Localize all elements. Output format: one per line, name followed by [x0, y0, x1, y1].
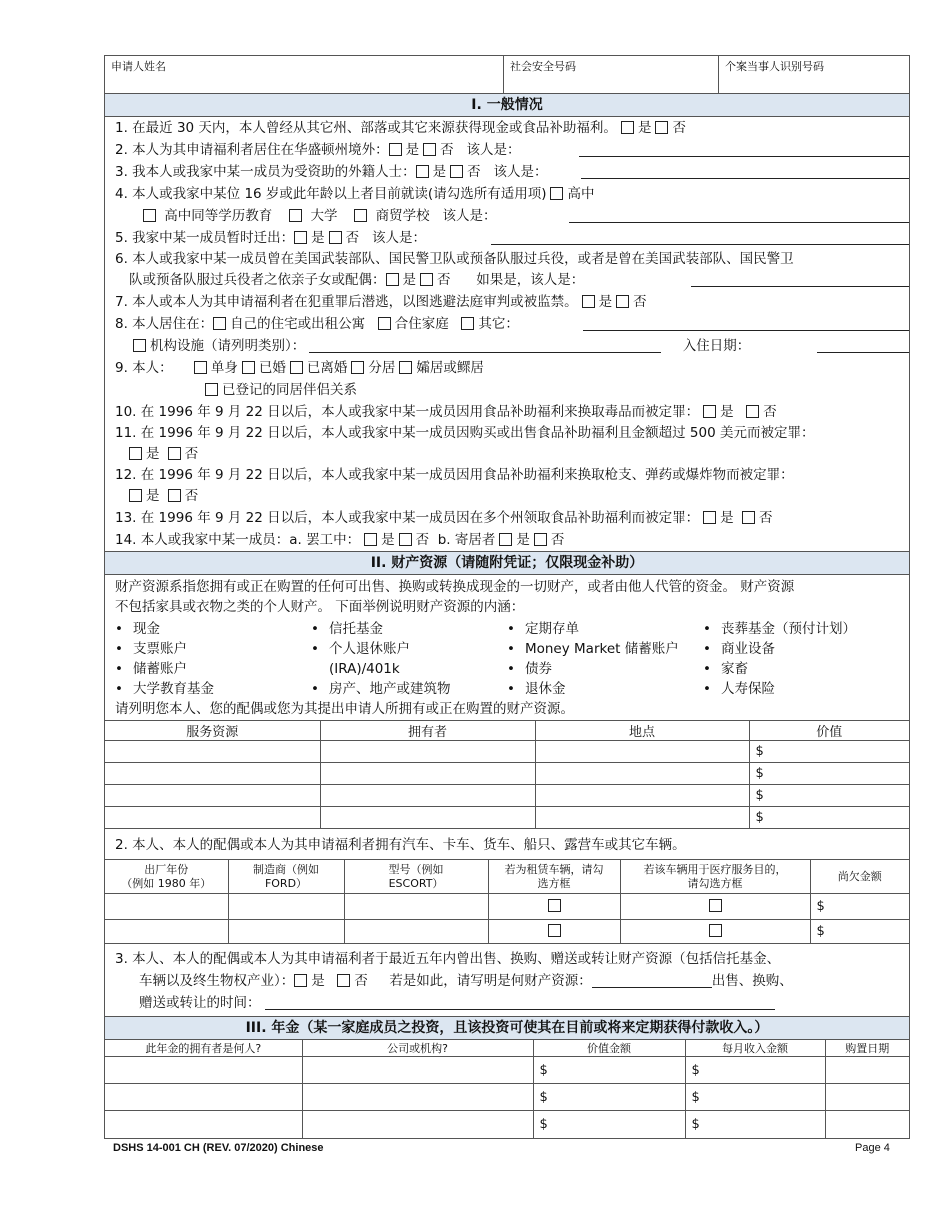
monthly-input[interactable] — [685, 1057, 825, 1084]
q4-trade-checkbox[interactable] — [354, 209, 367, 222]
entry-date-input[interactable] — [817, 351, 909, 353]
value-input[interactable] — [749, 785, 909, 807]
q4-options — [105, 205, 909, 227]
yes-label: 是 — [720, 404, 734, 420]
separated-label: 分居 — [368, 360, 396, 376]
q3-no-checkbox[interactable] — [450, 165, 463, 178]
q14-text: 14. 本人或我家中某一成员： — [115, 532, 290, 548]
table-row — [105, 920, 909, 944]
transfer-yes-checkbox[interactable] — [294, 974, 307, 987]
cell-input[interactable] — [535, 741, 749, 763]
q13 — [105, 507, 909, 529]
q2-yes-checkbox[interactable] — [389, 143, 402, 156]
q6-text: 6. 本人或我家中某一成员曾在美国武装部队、国民警卫队或预备队服过兵役，或者是曾在美国武装部队、国民警卫 — [115, 251, 794, 267]
examples-col-1 — [115, 619, 311, 699]
q1-text: 1. 在最近 30 天内，本人曾经从其它州、部落或其它来源获得现金或食品补助福利。 — [115, 120, 617, 136]
example-item: • 现金 — [115, 619, 311, 639]
value-input[interactable] — [749, 763, 909, 785]
q5-who-input[interactable] — [491, 243, 909, 245]
col-header: 地点 — [535, 721, 749, 741]
q3 — [105, 161, 909, 183]
lease-cell — [488, 920, 620, 944]
q13-no-checkbox[interactable] — [742, 511, 755, 524]
q3-text: 3. 我本人或我家中某一成员为受资助的外籍人士： — [115, 164, 416, 180]
table-header — [105, 1040, 909, 1057]
q9-widowed-checkbox[interactable] — [399, 361, 412, 374]
q12-cont — [105, 486, 909, 507]
q8-facility — [105, 335, 909, 357]
example-item: • 定期存单 — [507, 619, 703, 639]
medical-cell — [620, 894, 810, 920]
q4-who-input[interactable] — [569, 221, 909, 223]
q8-facility-checkbox[interactable] — [133, 339, 146, 352]
example-item: • 债券 — [507, 659, 703, 679]
q10-no-checkbox[interactable] — [746, 405, 759, 418]
example-item: • 家畜 — [703, 659, 899, 679]
q11-text: 11. 在 1996 年 9 月 22 日以后，本人或我家中某一成员因购买或出售食品补助福利且金额超过 500 美元而被定罪： — [115, 425, 815, 441]
q12 — [105, 465, 909, 486]
q12-no-checkbox[interactable] — [168, 489, 181, 502]
ifso-label: 若是如此，请写明是何财产资源： — [389, 973, 592, 989]
cell-input[interactable] — [105, 1084, 302, 1111]
col-header — [344, 860, 488, 894]
table-row — [105, 1084, 909, 1111]
header-text: 若为租赁车辆，请勾 — [504, 862, 604, 876]
cell-input[interactable] — [320, 807, 535, 829]
dollar-sign: $ — [816, 924, 825, 939]
col-header: 拥有者 — [320, 721, 535, 741]
header-text: 请勾选方框 — [687, 876, 743, 890]
table-header — [105, 721, 909, 741]
who-label: 该人是： — [493, 164, 548, 180]
q8 — [105, 313, 909, 335]
yes-label: 是 — [381, 532, 395, 548]
list-prompt: 请列明您本人、您的配偶或您为其提出申请人所拥有或正在购置的财产资源。 — [115, 701, 574, 717]
header-text: 制造商（例如 — [253, 862, 319, 876]
divorced-label: 已离婚 — [306, 360, 348, 376]
ssn-label: 社会安全号码 — [510, 60, 576, 73]
boarder-label: b. 寄居者 — [437, 532, 496, 548]
q11-no-checkbox[interactable] — [168, 447, 181, 460]
q13-text: 13. 在 1996 年 9 月 22 日以后，本人或我家中某一成员因在多个州领取食品补助福利而被定罪： — [115, 510, 700, 526]
example-item: • 支票账户 — [115, 639, 311, 659]
highschool-label: 高中 — [567, 186, 595, 202]
example-item: • 信托基金 — [311, 619, 507, 639]
cell-input[interactable] — [105, 1057, 302, 1084]
cell-input[interactable] — [344, 894, 488, 920]
no-label: 否 — [763, 404, 777, 420]
q2-no-checkbox[interactable] — [423, 143, 436, 156]
cell-input[interactable] — [302, 1111, 533, 1138]
q14 — [105, 529, 909, 551]
q13-yes-checkbox[interactable] — [703, 511, 716, 524]
cell-input[interactable] — [320, 763, 535, 785]
value-input[interactable] — [533, 1084, 685, 1111]
q2 — [105, 139, 909, 161]
date-input[interactable] — [825, 1057, 909, 1084]
table-header — [105, 860, 909, 894]
medical-checkbox[interactable] — [709, 899, 722, 912]
cell-input[interactable] — [105, 894, 228, 920]
q8-shared-checkbox[interactable] — [378, 317, 391, 330]
value-input[interactable] — [533, 1111, 685, 1138]
owed-input[interactable] — [810, 920, 909, 944]
date-input[interactable] — [825, 1084, 909, 1111]
example-item: • Money Market 储蓄账户 — [507, 639, 703, 659]
cell-input[interactable] — [105, 920, 228, 944]
single-label: 单身 — [210, 360, 238, 376]
cell-input[interactable] — [535, 785, 749, 807]
yes-label: 是 — [146, 446, 160, 462]
no-label: 否 — [345, 230, 360, 246]
example-item: • 大学教育基金 — [115, 679, 311, 699]
section-2-title: II. 财产资源（请随附凭证；仅限现金补助） — [105, 551, 909, 575]
q7 — [105, 291, 909, 313]
examples-col-3 — [507, 619, 703, 699]
q9 — [105, 357, 909, 379]
other-label: 其它： — [478, 316, 519, 332]
q6-text-2: 队或预备队服过兵役者之依亲子女或配偶： — [129, 272, 386, 288]
transfer-no-checkbox[interactable] — [337, 974, 350, 987]
transfer-time-input[interactable] — [265, 995, 775, 1010]
q11-yes-checkbox[interactable] — [129, 447, 142, 460]
transfer-line-1: 3. 本人、本人的配偶或本人为其申请福利者于最近五年内曾出售、换购、赠送或转让财产资源（包括信托基金、 — [115, 951, 781, 967]
q8-other-checkbox[interactable] — [461, 317, 474, 330]
q14b-yes-checkbox[interactable] — [499, 533, 512, 546]
q4-text: 4. 本人或我家中某位 16 岁或此年龄以上者目前就读(请勾选所有适用项) — [115, 186, 547, 202]
q4-highschool-checkbox[interactable] — [550, 187, 563, 200]
cell-input[interactable] — [535, 763, 749, 785]
example-item-cont: (IRA)/401k — [329, 661, 400, 677]
transfer-question — [105, 944, 909, 1016]
yes-label: 是 — [516, 532, 530, 548]
intro-line-2: 不包括家具或衣物之类的个人财产。 下面举例说明财产资源的内涵： — [115, 599, 525, 615]
yes-label: 是 — [720, 510, 734, 526]
medical-cell — [620, 920, 810, 944]
q10-yes-checkbox[interactable] — [703, 405, 716, 418]
header-text: 出厂年份 — [144, 862, 189, 876]
col-header: 价值金额 — [533, 1040, 685, 1057]
header-text: （例如 1980 年） — [121, 876, 212, 890]
trade-label: 商贸学校 — [375, 208, 430, 224]
annuity-table — [105, 1040, 909, 1138]
q6-yes-checkbox[interactable] — [386, 273, 399, 286]
ifyes-label: 如果是，该人是： — [476, 272, 585, 288]
cell-input[interactable] — [320, 785, 535, 807]
q11-cont — [105, 444, 909, 465]
col-header — [488, 860, 620, 894]
col-header: 价值 — [749, 721, 909, 741]
yes-label: 是 — [402, 272, 416, 288]
q1 — [105, 117, 909, 139]
header-text: 选方框 — [537, 876, 571, 890]
table-row — [105, 807, 909, 829]
q10-text: 10. 在 1996 年 9 月 22 日以后，本人或我家中某一成员因用食品补助福利来换取毒品而被定罪： — [115, 404, 700, 420]
facility-label: 机构设施（请列明类别）： — [150, 338, 306, 354]
no-label: 否 — [440, 142, 454, 158]
resource-type-input[interactable] — [592, 973, 712, 988]
no-label: 否 — [633, 294, 647, 310]
dollar-sign: $ — [539, 1089, 548, 1105]
col-header — [620, 860, 810, 894]
example-item: • 个人退休账户 — [311, 639, 507, 659]
medical-checkbox[interactable] — [709, 924, 722, 937]
cell-input[interactable] — [302, 1057, 533, 1084]
q14a-yes-checkbox[interactable] — [364, 533, 377, 546]
q9-married-checkbox[interactable] — [242, 361, 255, 374]
cell-input[interactable] — [535, 807, 749, 829]
monthly-input[interactable] — [685, 1111, 825, 1138]
q9-separated-checkbox[interactable] — [351, 361, 364, 374]
no-label: 否 — [184, 446, 199, 462]
dollar-sign: $ — [755, 744, 764, 759]
no-label: 否 — [437, 272, 451, 288]
monthly-input[interactable] — [685, 1084, 825, 1111]
q5-text: 5. 我家中某一成员暂时迁出： — [115, 230, 295, 246]
q11 — [105, 423, 909, 444]
q8-other-input[interactable] — [583, 329, 909, 331]
cell-input[interactable] — [320, 741, 535, 763]
dollar-sign: $ — [691, 1062, 700, 1078]
header-text: 若该车辆用于医疗服务目的， — [643, 862, 787, 876]
header-row — [105, 56, 909, 94]
facility-type-input[interactable] — [309, 338, 661, 353]
strike-label: a. 罢工中： — [289, 532, 361, 548]
lease-cell — [488, 894, 620, 920]
q7-no-checkbox[interactable] — [616, 295, 629, 308]
q7-yes-checkbox[interactable] — [582, 295, 595, 308]
col-header: 购置日期 — [825, 1040, 909, 1057]
section-3-title: III. 年金（某一家庭成员之投资，且该投资可使其在目前或将来定期获得付款收入。） — [105, 1016, 909, 1040]
transfer-line-2 — [115, 970, 899, 992]
ged-label: 高中同等学历教育 — [164, 208, 273, 224]
form-id: DSHS 14-001 CH (REV. 07/2020) Chinese — [113, 1142, 324, 1154]
dollar-sign: $ — [691, 1089, 700, 1105]
resource-examples — [105, 619, 909, 699]
page-number: Page 4 — [855, 1142, 890, 1154]
table-row — [105, 1111, 909, 1138]
no-label: 否 — [758, 510, 773, 526]
q9-text: 9. 本人： — [115, 360, 173, 376]
lease-checkbox[interactable] — [548, 899, 561, 912]
q8-own-checkbox[interactable] — [213, 317, 226, 330]
col-header — [105, 860, 228, 894]
applicant-name-label: 申请人姓名 — [111, 60, 166, 73]
q3-who-input[interactable] — [581, 177, 909, 179]
table-row — [105, 1057, 909, 1084]
cell-input[interactable] — [105, 741, 320, 763]
value-input[interactable] — [533, 1057, 685, 1084]
dollar-sign: $ — [539, 1116, 548, 1132]
no-label: 否 — [415, 532, 430, 548]
q12-text: 12. 在 1996 年 9 月 22 日以后，本人或我家中某一成员因用食品补助福利来换取枪支、弹药或爆炸物而被定罪： — [115, 467, 794, 483]
q14b-no-checkbox[interactable] — [534, 533, 547, 546]
table-row — [105, 785, 909, 807]
section-2-intro — [105, 575, 909, 619]
shared-label: 合住家庭 — [394, 316, 449, 332]
yes-label: 是 — [311, 230, 325, 246]
ssn-field[interactable] — [504, 56, 719, 93]
col-header: 公司或机构? — [302, 1040, 533, 1057]
transfer-time-label: 赠送或转让的时间： — [139, 995, 261, 1011]
no-label: 否 — [672, 120, 686, 136]
application-form — [104, 55, 910, 1139]
q14a-no-checkbox[interactable] — [399, 533, 412, 546]
header-text: ESCORT） — [388, 876, 444, 890]
transfer-line-3 — [115, 992, 899, 1014]
examples-col-2 — [311, 619, 507, 699]
entry-date-label: 入住日期： — [682, 338, 751, 354]
q6-who-input[interactable] — [691, 285, 909, 287]
own-label: 自己的住宅或出租公寓 — [230, 316, 366, 332]
table-row — [105, 741, 909, 763]
who-label: 该人是： — [442, 208, 497, 224]
example-item: • 丧葬基金（预付计划） — [703, 619, 899, 639]
who-label: 该人是： — [372, 230, 427, 246]
cell-input[interactable] — [228, 920, 344, 944]
dollar-sign: $ — [755, 810, 764, 825]
col-header: 此年金的拥有者是何人? — [105, 1040, 302, 1057]
no-label: 否 — [354, 973, 368, 989]
yes-label: 是 — [311, 973, 325, 989]
q2-who-input[interactable] — [579, 155, 909, 157]
q9-cont — [105, 379, 909, 401]
q8-text: 8. 本人居住在： — [115, 316, 214, 332]
q3-yes-checkbox[interactable] — [416, 165, 429, 178]
col-header: 每月收入金额 — [685, 1040, 825, 1057]
q9-divorced-checkbox[interactable] — [290, 361, 303, 374]
yes-label: 是 — [432, 164, 447, 180]
case-id-label: 个案当事人识别号码 — [725, 60, 824, 73]
dollar-sign: $ — [816, 899, 825, 914]
dollar-sign: $ — [539, 1062, 548, 1078]
yes-label: 是 — [405, 142, 420, 158]
yes-label: 是 — [637, 120, 652, 136]
college-label: 大学 — [310, 208, 338, 224]
who-label: 该人是： — [466, 142, 521, 158]
cell-input[interactable] — [228, 894, 344, 920]
examples-col-4 — [703, 619, 899, 699]
partner-label: 已登记的同居伴侣关系 — [222, 382, 357, 398]
cell-input[interactable] — [105, 1111, 302, 1138]
value-input[interactable] — [749, 741, 909, 763]
q2-text: 2. 本人为其申请福利者居住在华盛顿州境外： — [115, 142, 389, 158]
q9-partner-checkbox[interactable] — [205, 383, 218, 396]
q5 — [105, 227, 909, 249]
owed-input[interactable] — [810, 894, 909, 920]
cell-input[interactable] — [302, 1084, 533, 1111]
transfer-text: 车辆以及终生物权产业）： — [139, 973, 295, 989]
example-item: • 储蓄账户 — [115, 659, 311, 679]
example-item: • 人寿保险 — [703, 679, 899, 699]
q6-no-checkbox[interactable] — [420, 273, 433, 286]
cell-input[interactable] — [105, 807, 320, 829]
q1-yes-checkbox[interactable] — [621, 121, 634, 134]
table-row — [105, 894, 909, 920]
q12-yes-checkbox[interactable] — [129, 489, 142, 502]
yes-label: 是 — [598, 294, 613, 310]
q7-text: 7. 本人或本人为其申请福利者在犯重罪后潜逃，以图逃避法庭审判或被监禁。 — [115, 294, 578, 310]
col-header: 尚欠金额 — [810, 860, 909, 894]
no-label: 否 — [184, 488, 199, 504]
section-1-title: I. 一般情况 — [105, 94, 909, 117]
q4-ged-checkbox[interactable] — [143, 209, 156, 222]
dollar-sign: $ — [755, 788, 764, 803]
q4-college-checkbox[interactable] — [289, 209, 302, 222]
col-header: 服务资源 — [105, 721, 320, 741]
applicant-name-field[interactable] — [105, 56, 504, 93]
q6-cont — [105, 270, 909, 291]
table-row — [105, 763, 909, 785]
q6 — [105, 249, 909, 270]
cell-input[interactable] — [344, 920, 488, 944]
widowed-label: 孀居或鳏居 — [416, 360, 484, 376]
q5-yes-checkbox[interactable] — [294, 231, 307, 244]
transfer-text: 出售、换购、 — [711, 973, 793, 989]
date-input[interactable] — [825, 1111, 909, 1138]
vehicles-table — [105, 859, 909, 944]
cell-input[interactable] — [105, 763, 320, 785]
col-header — [228, 860, 344, 894]
header-text: FORD） — [264, 876, 308, 890]
q5-no-checkbox[interactable] — [329, 231, 342, 244]
dollar-sign: $ — [691, 1116, 700, 1132]
no-label: 否 — [467, 164, 481, 180]
value-input[interactable] — [749, 807, 909, 829]
vehicles-question: 2. 本人、本人的配偶或本人为其申请福利者拥有汽车、卡车、货车、船只、露营车或其它车辆。 — [115, 837, 686, 853]
resources-table — [105, 720, 909, 829]
q10 — [105, 401, 909, 423]
no-label: 否 — [550, 532, 565, 548]
dollar-sign: $ — [755, 766, 764, 781]
yes-label: 是 — [146, 488, 160, 504]
q4 — [105, 183, 909, 205]
lease-checkbox[interactable] — [548, 924, 561, 937]
example-item: • 退休金 — [507, 679, 703, 699]
married-label: 已婚 — [258, 360, 286, 376]
intro-line-1: 财产资源系指您拥有或正在购置的任何可出售、换购或转换成现金的一切财产，或者由他人代管的资金。 财产资源 — [115, 579, 795, 595]
example-item: • 房产、地产或建筑物 — [311, 679, 507, 699]
example-item: • 商业设备 — [703, 639, 899, 659]
q1-no-checkbox[interactable] — [655, 121, 668, 134]
q9-single-checkbox[interactable] — [194, 361, 207, 374]
case-id-field[interactable] — [719, 56, 909, 93]
header-text: 型号（例如 — [388, 862, 444, 876]
cell-input[interactable] — [105, 785, 320, 807]
